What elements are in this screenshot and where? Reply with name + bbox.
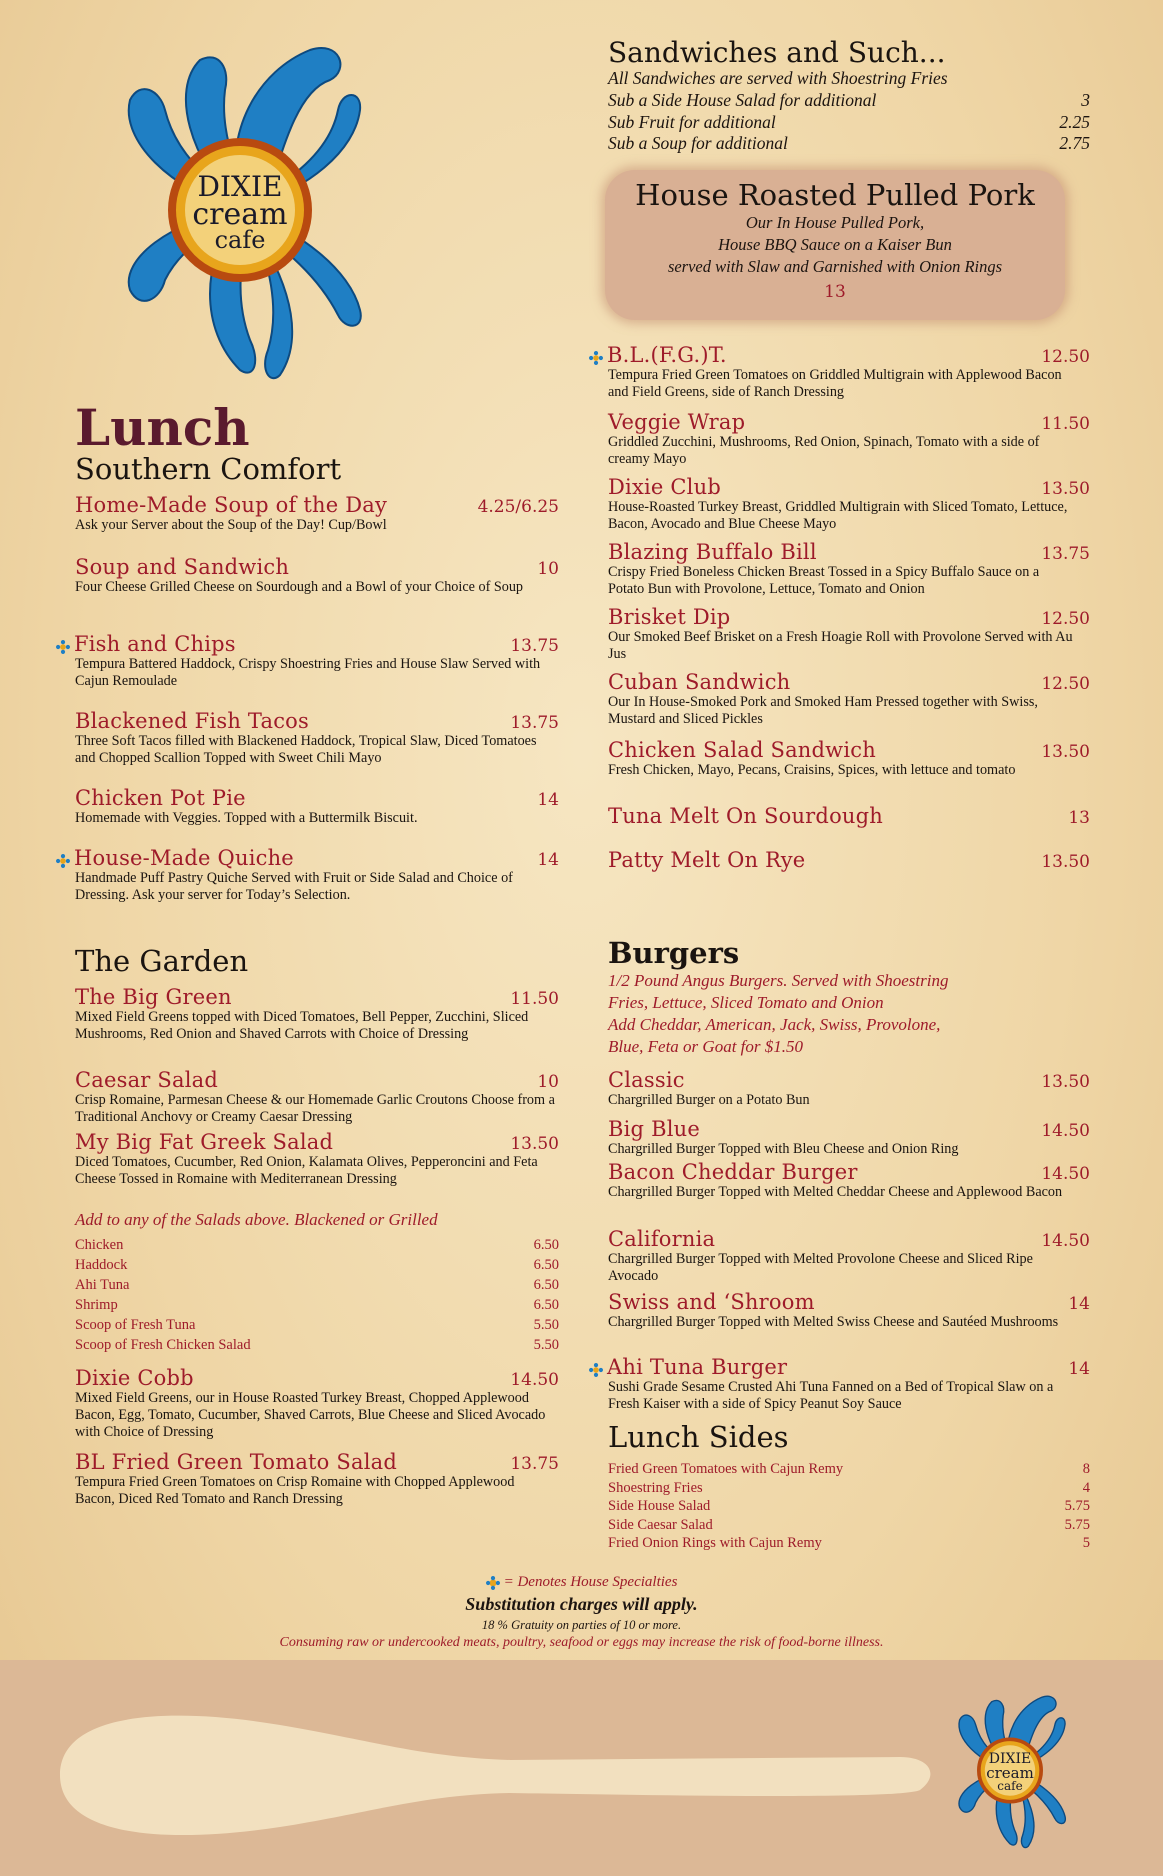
menu-item xyxy=(75,493,559,534)
menu-item xyxy=(75,1366,559,1441)
menu-item xyxy=(608,605,1090,663)
item-name: Blackened Fish Tacos xyxy=(75,709,309,733)
sub-price: 2.25 xyxy=(1059,111,1090,132)
menu-item xyxy=(608,475,1090,533)
side-name: Side Caesar Salad xyxy=(608,1516,713,1533)
garden-title: The Garden xyxy=(75,944,249,978)
menu-item xyxy=(608,804,1090,828)
burgers-title: Burgers xyxy=(608,936,740,970)
menu-item xyxy=(589,343,1090,401)
item-description: Our Smoked Beef Brisket on a Fresh Hoagie Roll with Provolone Served with Au Jus xyxy=(608,629,1073,662)
logo-small xyxy=(940,1688,1080,1853)
sub-label: Sub a Soup for additional xyxy=(608,133,788,153)
item-price: 13.75 xyxy=(510,713,559,733)
menu-item xyxy=(608,738,1090,779)
menu-item xyxy=(56,846,559,904)
substitution-text: Substitution charges will apply. xyxy=(465,1594,698,1614)
item-name: Blazing Buffalo Bill xyxy=(608,540,817,564)
side-row xyxy=(608,1479,1090,1498)
gratuity-text: 18 % Gratuity on parties of 10 or more. xyxy=(481,1618,682,1632)
item-description: Chargrilled Burger Topped with Melted Provolone Cheese and Sliced Ripe Avocado xyxy=(608,1251,1033,1284)
item-name: Cuban Sandwich xyxy=(608,670,791,694)
item-name: Chicken Pot Pie xyxy=(75,786,246,810)
item-price: 13.50 xyxy=(1041,852,1090,872)
item-name: Classic xyxy=(608,1068,685,1092)
item-price: 11.50 xyxy=(510,989,559,1009)
item-description: Griddled Zucchini, Mushrooms, Red Onion, Spinach, Tomato with a side of creamy Mayo xyxy=(608,434,1040,467)
menu-item xyxy=(608,1227,1090,1285)
item-name-wrap xyxy=(608,475,721,499)
item-name: B.L.(F.G.)T. xyxy=(607,343,727,367)
item-name-wrap xyxy=(589,343,727,367)
item-description: Chargrilled Burger Topped with Melted Swiss Cheese and Sautéed Mushrooms xyxy=(608,1314,1059,1330)
addon-price: 6.50 xyxy=(533,1277,559,1293)
item-name-wrap xyxy=(608,804,883,828)
item-name: California xyxy=(608,1227,716,1251)
item-name: Bacon Cheddar Burger xyxy=(608,1160,858,1184)
side-row xyxy=(608,1516,1090,1535)
item-name: Chicken Salad Sandwich xyxy=(608,738,876,762)
logo-line3: cafe xyxy=(214,226,266,255)
addon-price: 6.50 xyxy=(533,1237,559,1253)
item-price: 14 xyxy=(1068,1294,1090,1314)
side-row xyxy=(608,1534,1090,1553)
addon-row xyxy=(75,1295,559,1315)
side-name: Side House Salad xyxy=(608,1498,711,1514)
logo-small-line3: cafe xyxy=(997,1778,1023,1793)
addon-name: Scoop of Fresh Tuna xyxy=(75,1317,196,1333)
sub-label: Sub a Side House Salad for additional xyxy=(608,90,877,110)
warning-text: Consuming raw or undercooked meats, poultry, seafood or eggs may increase the risk of food-borne illness. xyxy=(279,1635,884,1650)
item-price: 4.25/6.25 xyxy=(477,497,559,517)
pork-title: House Roasted Pulled Pork xyxy=(635,178,1035,212)
item-name-wrap xyxy=(75,1068,218,1092)
logo-small-line1: DIXIE xyxy=(988,1751,1032,1768)
addon-row xyxy=(75,1315,559,1335)
addon-name: Shrimp xyxy=(75,1297,118,1313)
sides-title: Lunch Sides xyxy=(608,1420,789,1454)
sub-row xyxy=(608,90,1090,112)
item-name-wrap xyxy=(75,1130,333,1154)
item-name-wrap xyxy=(608,1227,715,1251)
item-name: Fish and Chips xyxy=(74,632,236,656)
item-price: 12.50 xyxy=(1041,347,1090,367)
item-name: Veggie Wrap xyxy=(608,410,746,434)
item-price: 14 xyxy=(1068,1359,1090,1379)
item-name: Ahi Tuna Burger xyxy=(607,1355,788,1379)
item-name-wrap xyxy=(608,670,790,694)
item-name-wrap xyxy=(608,738,876,762)
item-price: 14.50 xyxy=(1041,1121,1090,1141)
item-name: The Big Green xyxy=(75,985,232,1009)
item-price: 11.50 xyxy=(1041,414,1090,434)
house-specialty-icon xyxy=(56,854,70,868)
sandwiches-title: Sandwiches and Such... xyxy=(608,36,946,69)
sub-price: 3 xyxy=(1081,90,1090,110)
menu-item xyxy=(75,1068,559,1126)
item-price: 13.50 xyxy=(510,1134,559,1154)
item-name: Soup and Sandwich xyxy=(75,555,290,579)
item-name-wrap xyxy=(56,846,294,870)
item-name: Swiss and ‘Shroom xyxy=(608,1290,815,1314)
item-price: 14.50 xyxy=(1041,1231,1090,1251)
sub-options xyxy=(608,90,1090,155)
item-price: 13.50 xyxy=(1041,1072,1090,1092)
item-description: Our In House-Smoked Pork and Smoked Ham Pressed together with Swiss, Mustard and Sliced Pickles xyxy=(608,694,1038,727)
addon-list xyxy=(75,1235,559,1355)
item-name-wrap xyxy=(75,709,309,733)
burgers-note-4: Blue, Feta or Goat for $1.50 xyxy=(608,1037,804,1056)
pulled-pork-box xyxy=(605,170,1065,320)
menu-item xyxy=(608,1290,1090,1331)
item-name-wrap xyxy=(608,1068,685,1092)
side-name: Fried Onion Rings with Cajun Remy xyxy=(608,1535,822,1551)
addon-note: Add to any of the Salads above. Blackened or Grilled xyxy=(75,1210,438,1229)
spoon-icon xyxy=(40,1695,940,1855)
menu-item xyxy=(75,555,559,596)
item-price: 12.50 xyxy=(1041,674,1090,694)
addon-price: 6.50 xyxy=(533,1257,559,1273)
item-description: Fresh Chicken, Mayo, Pecans, Craisins, Spices, with lettuce and tomato xyxy=(608,762,1016,778)
item-description: Four Cheese Grilled Cheese on Sourdough and a Bowl of your Choice of Soup xyxy=(75,579,524,595)
house-specialty-icon xyxy=(486,1576,500,1590)
item-name-wrap xyxy=(608,848,805,872)
logo-line1: DIXIE xyxy=(197,170,283,204)
item-name-wrap xyxy=(608,605,730,629)
pork-price: 13 xyxy=(824,282,846,302)
menu-item xyxy=(608,410,1090,468)
menu-item xyxy=(75,709,559,767)
item-name-wrap xyxy=(608,1290,815,1314)
burgers-note-2: Fries, Lettuce, Sliced Tomato and Onion xyxy=(608,993,884,1012)
legend-line xyxy=(0,1572,1163,1592)
menu-item xyxy=(75,786,559,827)
menu-item xyxy=(56,632,559,690)
item-price: 12.50 xyxy=(1041,609,1090,629)
menu-item xyxy=(75,1130,559,1188)
side-price: 5.75 xyxy=(1064,1498,1090,1514)
item-description: Handmade Puff Pastry Quiche Served with Fruit or Side Salad and Choice of Dressing. Ask your server for Today’s Selection. xyxy=(75,870,513,903)
item-description: Tempura Fried Green Tomatoes on Crisp Romaine with Chopped Applewood Bacon, Diced Red Tomato and Ranch Dressing xyxy=(75,1474,515,1507)
item-name-wrap xyxy=(75,555,289,579)
house-specialty-icon xyxy=(589,351,603,365)
item-description: Mixed Field Greens, our in House Roasted Turkey Breast, Chopped Applewood Bacon, Egg, Tomato, Cucumber, Shaved Carrots, Blue Cheese and Sliced Avocado with Choice of Dressing xyxy=(75,1390,546,1440)
item-description: Tempura Fried Green Tomatoes on Griddled Multigrain with Applewood Bacon and Field Greens, side of Ranch Dressing xyxy=(608,367,1062,400)
item-name-wrap xyxy=(75,1450,397,1474)
sub-row xyxy=(608,133,1090,155)
item-price: 14 xyxy=(537,850,559,870)
burgers-note-3: Add Cheddar, American, Jack, Swiss, Provolone, xyxy=(608,1015,941,1034)
southern-comfort-title: Southern Comfort xyxy=(75,452,342,486)
house-specialty-icon xyxy=(589,1363,603,1377)
side-price: 4 xyxy=(1082,1479,1090,1496)
sandwiches-note: All Sandwiches are served with Shoestring Fries xyxy=(608,68,948,88)
item-description: Chargrilled Burger on a Potato Bun xyxy=(608,1092,810,1108)
side-price: 8 xyxy=(1082,1461,1090,1477)
addon-price: 6.50 xyxy=(533,1297,559,1313)
item-description: Diced Tomatoes, Cucumber, Red Onion, Kalamata Olives, Pepperoncini and Feta Cheese Tossed in Romaine with Mediterranean Dressing xyxy=(75,1154,538,1187)
item-name: Caesar Salad xyxy=(75,1068,219,1092)
addon-price: 5.50 xyxy=(533,1317,559,1333)
item-name: Patty Melt On Rye xyxy=(608,848,806,872)
item-name-wrap xyxy=(608,410,745,434)
addon-name: Scoop of Fresh Chicken Salad xyxy=(75,1337,251,1353)
menu-item xyxy=(75,985,559,1043)
item-name-wrap xyxy=(56,632,236,656)
item-description: Chargrilled Burger Topped with Bleu Cheese and Onion Ring xyxy=(608,1141,959,1157)
pork-line1: Our In House Pulled Pork, xyxy=(745,213,925,232)
logo-line2: cream xyxy=(192,196,288,232)
side-price: 5.75 xyxy=(1064,1516,1090,1533)
menu-item xyxy=(608,1117,1090,1158)
item-description: House-Roasted Turkey Breast, Griddled Multigrain with Sliced Tomato, Lettuce, Bacon, Avocado and Blue Cheese Mayo xyxy=(608,499,1068,532)
sub-price: 2.75 xyxy=(1059,133,1090,153)
sides-list xyxy=(608,1460,1090,1553)
footer xyxy=(0,1572,1163,1652)
addon-name: Haddock xyxy=(75,1257,128,1273)
side-name: Fried Green Tomatoes with Cajun Remy xyxy=(608,1461,844,1477)
item-price: 13.50 xyxy=(1041,742,1090,762)
side-row xyxy=(608,1497,1090,1516)
menu-item xyxy=(608,670,1090,728)
item-name: BL Fried Green Tomato Salad xyxy=(75,1450,397,1474)
item-name-wrap xyxy=(75,1366,194,1390)
item-name: House-Made Quiche xyxy=(74,846,294,870)
item-price: 14.50 xyxy=(510,1370,559,1390)
burgers-note-1: 1/2 Pound Angus Burgers. Served with Shoestring xyxy=(608,971,949,990)
item-name: Home-Made Soup of the Day xyxy=(75,493,388,517)
item-name: Big Blue xyxy=(608,1117,700,1141)
pork-line3: served with Slaw and Garnished with Onion Rings xyxy=(667,257,1003,276)
side-price: 5 xyxy=(1082,1535,1090,1551)
item-price: 14 xyxy=(537,790,559,810)
item-name-wrap xyxy=(75,493,387,517)
menu-item xyxy=(608,540,1090,598)
item-name: Tuna Melt On Sourdough xyxy=(608,804,884,828)
house-specialty-icon xyxy=(56,640,70,654)
item-description: Mixed Field Greens topped with Diced Tomatoes, Bell Pepper, Zucchini, Sliced Mushrooms, Red Onion and Shaved Carrots with Choice of Dressing xyxy=(75,1009,529,1042)
menu-item xyxy=(608,1160,1090,1201)
item-description: Ask your Server about the Soup of the Day! Cup/Bowl xyxy=(75,517,387,533)
item-name-wrap xyxy=(589,1355,787,1379)
logo xyxy=(110,30,370,390)
item-price: 13.75 xyxy=(510,1454,559,1474)
item-name: Brisket Dip xyxy=(608,605,731,629)
side-row xyxy=(608,1460,1090,1479)
item-description: Three Soft Tacos filled with Blackened Haddock, Tropical Slaw, Diced Tomatoes and Chopped Scallion Topped with Sweet Chili Mayo xyxy=(75,733,537,766)
item-price: 13 xyxy=(1068,808,1090,828)
logo-small-line2: cream xyxy=(986,1764,1034,1783)
lunch-title: Lunch xyxy=(75,398,250,457)
item-description: Crisp Romaine, Parmesan Cheese & our Homemade Garlic Croutons Choose from a Traditional Anchovy or Creamy Caesar Dressing xyxy=(75,1092,555,1125)
item-price: 13.75 xyxy=(1041,544,1090,564)
addon-row xyxy=(75,1335,559,1355)
item-name: My Big Fat Greek Salad xyxy=(75,1130,334,1154)
menu-item xyxy=(589,1355,1090,1413)
item-description: Sushi Grade Sesame Crusted Ahi Tuna Fanned on a Bed of Tropical Slaw on a Fresh Kaiser with a side of Spicy Peanut Soy Sauce xyxy=(608,1379,1054,1412)
item-description: Tempura Battered Haddock, Crispy Shoestring Fries and House Slaw Served with Cajun Remoulade xyxy=(75,656,541,689)
menu-item xyxy=(75,1450,559,1508)
item-price: 10 xyxy=(537,1072,559,1092)
item-name-wrap xyxy=(608,1117,700,1141)
addon-name: Ahi Tuna xyxy=(75,1277,130,1293)
item-price: 13.75 xyxy=(510,636,559,656)
addon-price: 5.50 xyxy=(533,1337,559,1353)
item-name-wrap xyxy=(75,786,246,810)
side-name: Shoestring Fries xyxy=(608,1479,703,1496)
addon-row xyxy=(75,1235,559,1255)
burgers-note xyxy=(608,970,948,1058)
addon-row xyxy=(75,1275,559,1295)
item-name-wrap xyxy=(608,1160,858,1184)
sub-label: Sub Fruit for additional xyxy=(608,111,776,132)
item-description: Crispy Fried Boneless Chicken Breast Tossed in a Spicy Buffalo Sauce on a Potato Bun with Provolone, Lettuce, Tomato and Onion xyxy=(608,564,1040,597)
menu-item xyxy=(608,848,1090,872)
item-price: 13.50 xyxy=(1041,479,1090,499)
item-price: 14.50 xyxy=(1041,1164,1090,1184)
item-name: Dixie Cobb xyxy=(75,1366,194,1390)
sub-row xyxy=(608,112,1090,134)
item-name-wrap xyxy=(608,540,817,564)
item-description: Homemade with Veggies. Topped with a Buttermilk Biscuit. xyxy=(75,810,418,826)
pork-line2: House BBQ Sauce on a Kaiser Bun xyxy=(718,235,952,254)
legend-text: = Denotes House Specialties xyxy=(503,1574,678,1590)
item-description: Chargrilled Burger Topped with Melted Cheddar Cheese and Applewood Bacon xyxy=(608,1184,1063,1200)
item-price: 10 xyxy=(537,559,559,579)
addon-row xyxy=(75,1255,559,1275)
menu-item xyxy=(608,1068,1090,1109)
item-name-wrap xyxy=(75,985,232,1009)
addon-name: Chicken xyxy=(75,1237,124,1253)
item-name: Dixie Club xyxy=(608,475,721,499)
